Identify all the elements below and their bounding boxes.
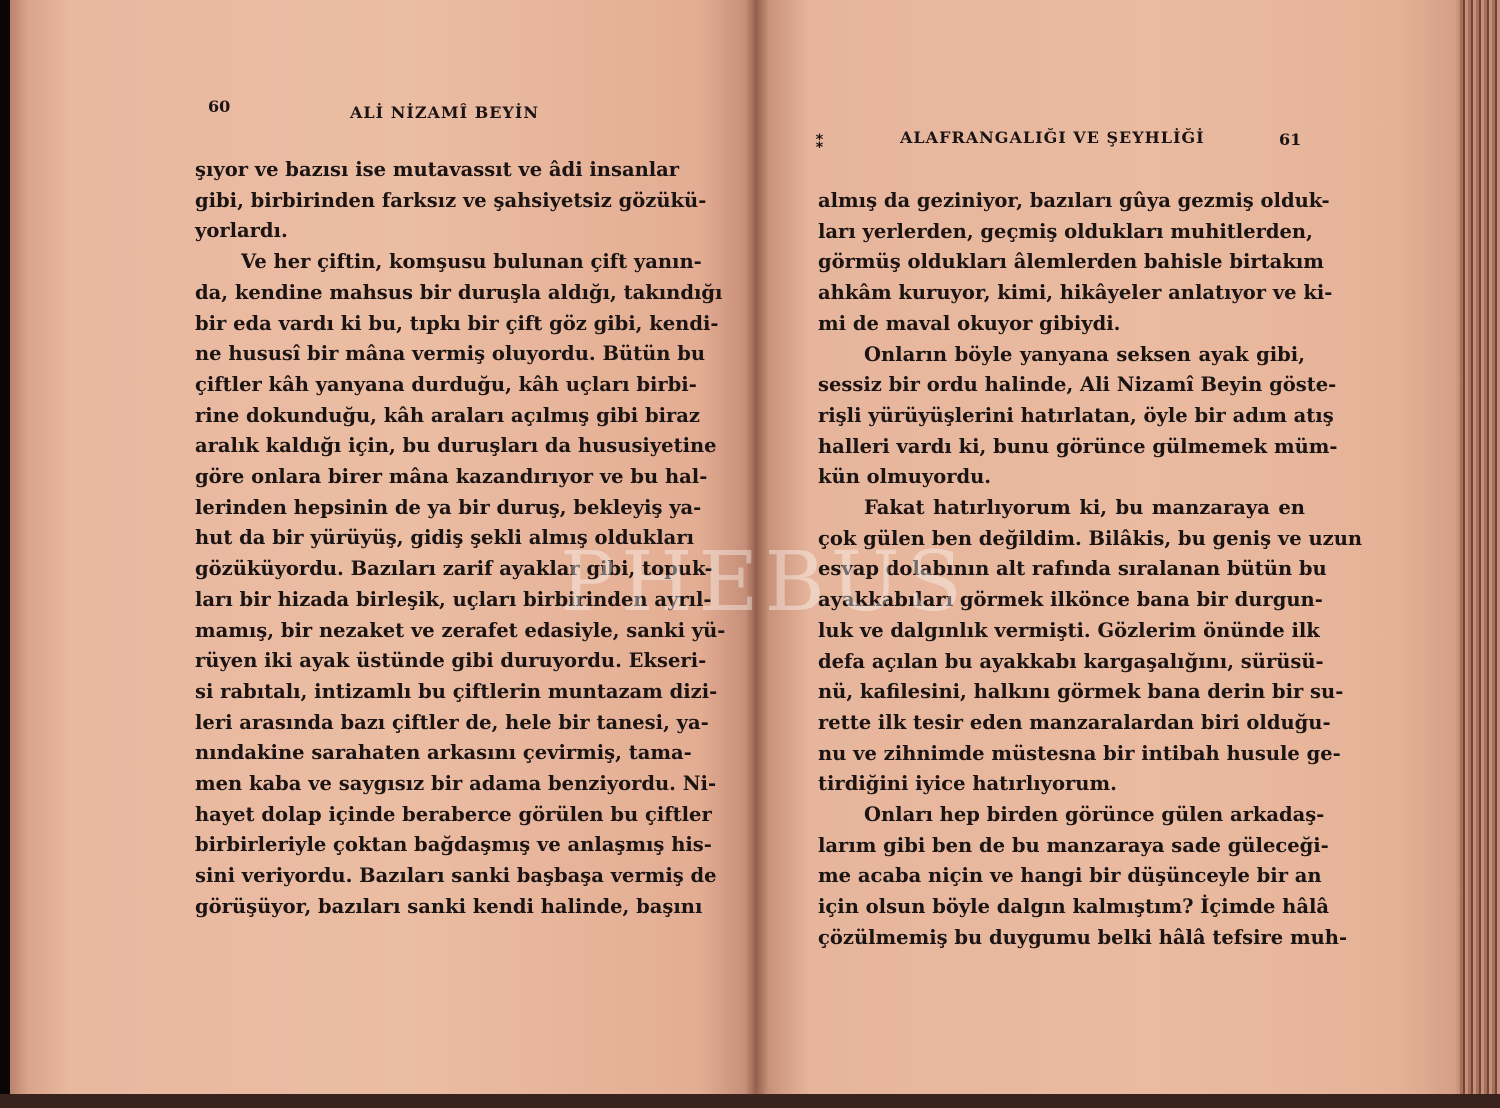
margin-mark-icon: ⁑ — [815, 132, 825, 153]
text-line: men kaba ve saygısız bir adama benziyordu. Ni- — [195, 772, 717, 796]
text-line: mamış, bir nezaket ve zerafet edasiyle, sanki yü- — [195, 618, 726, 642]
right-running-header: ALAFRANGALIĞI VE ŞEYHLİĞİ — [900, 128, 1205, 147]
text-line: yorlardı. — [195, 219, 288, 243]
text-line: nındakine sarahaten arkasını çevirmiş, tama- — [195, 741, 692, 765]
text-line: luk ve dalgınlık vermişti. Gözlerim önünde ilk — [818, 618, 1320, 642]
text-line: görmüş oldukları âlemlerden bahisle birtakım — [818, 250, 1324, 274]
text-line: me acaba niçin ve hangi bir düşünceyle bir an — [818, 864, 1322, 888]
text-line: ayakkabıları görmek ilkönce bana bir durgun- — [818, 588, 1323, 612]
text-line: Ve her çiftin, komşusu bulunan çift yanın- — [241, 250, 702, 274]
text-line: nü, kafilesini, halkını görmek bana derin bir su- — [818, 680, 1344, 704]
text-line: çiftler kâh yanyana durduğu, kâh uçları birbi- — [195, 372, 697, 396]
text-line: bir eda vardı ki bu, tıpkı bir çift göz gibi, kendi- — [195, 311, 719, 335]
text-line: esvap dolabının alt rafında sıralanan bütün bu — [818, 557, 1327, 581]
text-line: ları yerlerden, geçmiş oldukları muhitlerden, — [818, 219, 1313, 243]
left-running-header: ALİ NİZAMÎ BEYİN — [350, 103, 539, 122]
text-line: leri arasında bazı çiftler de, hele bir tanesi, ya- — [195, 710, 709, 734]
book-bottom-edge — [0, 1094, 1500, 1108]
text-line: defa açılan bu ayakkabı kargaşalığını, sürüsü- — [818, 649, 1324, 673]
text-line: Onların böyle yanyana seksen ayak gibi, — [864, 342, 1305, 366]
watermark: PHEBUS — [560, 535, 969, 630]
text-line: gözüküyordu. Bazıları zarif ayaklar gibi, topuk- — [195, 557, 713, 581]
text-line: Onları hep birden görünce gülen arkadaş- — [864, 803, 1325, 827]
text-line: kün olmuyordu. — [818, 465, 992, 489]
text-line: almış da geziniyor, bazıları gûya gezmiş olduk- — [818, 189, 1330, 212]
text-line: mi de maval okuyor gibiydi. — [818, 311, 1121, 335]
left-page-number: 60 — [208, 97, 231, 116]
text-line: nu ve zihnimde müstesna bir intibah husule ge- — [818, 741, 1341, 765]
text-line: rişli yürüyüşlerini hatırlatan, öyle bir adım atış — [818, 403, 1334, 427]
text-line: ları bir hizada birleşik, uçları birbirinden ayrıl- — [195, 587, 712, 611]
right-page-number: 61 — [1279, 130, 1302, 149]
text-line: hut da bir yürüyüş, gidiş şekli almış oldukları — [195, 526, 695, 550]
text-line: gibi, birbirinden farksız ve şahsiyetsiz gözükü- — [195, 188, 707, 212]
text-line: şıyor ve bazısı ise mutavassıt ve âdi insanlar — [195, 158, 680, 181]
text-line: rüyen iki ayak üstünde gibi duruyordu. Ekseri- — [195, 649, 707, 673]
text-line: larım gibi ben de bu manzaraya sade güleceği- — [818, 833, 1329, 857]
text-line: hayet dolap içinde beraberce görülen bu çiftler — [195, 802, 712, 826]
text-line: si rabıtalı, intizamlı bu çiftlerin muntazam dizi- — [195, 679, 718, 703]
text-line: aralık kaldığı için, bu duruşları da hususiyetine — [195, 434, 717, 458]
text-line: ne hususî bir mâna vermiş oluyordu. Bütün bu — [195, 342, 706, 366]
text-line: sessiz bir ordu halinde, Ali Nizamî Beyin göste- — [818, 373, 1337, 397]
text-line: ahkâm kuruyor, kimi, hikâyeler anlatıyor ve ki- — [818, 281, 1333, 305]
text-line: göre onlara birer mâna kazandırıyor ve bu hal- — [195, 465, 708, 489]
text-line: rette ilk tesir eden manzaralardan biri olduğu- — [818, 710, 1331, 734]
text-line: sini veriyordu. Bazıları sanki başbaşa vermiş de — [195, 864, 717, 888]
text-line: tirdiğini iyice hatırlıyorum. — [818, 772, 1117, 796]
text-line: Fakat hatırlıyorum ki, bu manzaraya en — [864, 496, 1305, 520]
page-edges — [1460, 0, 1500, 1108]
text-line: rine dokunduğu, kâh araları açılmış gibi biraz — [195, 403, 700, 427]
text-line: çözülmemiş bu duygumu belki hâlâ tefsire muh- — [818, 925, 1348, 949]
text-line: birbirleriyle çoktan bağdaşmış ve anlaşmış his- — [195, 833, 712, 857]
text-line: için olsun böyle dalgın kalmıştım? İçimde hâlâ — [818, 895, 1330, 919]
text-line: halleri vardı ki, bunu görünce gülmemek müm- — [818, 434, 1338, 458]
text-line: da, kendine mahsus bir duruşla aldığı, takındığı — [195, 280, 723, 304]
text-line: görüşüyor, bazıları sanki kendi halinde, başını — [195, 894, 703, 918]
text-line: lerinden hepsinin de ya bir duruş, bekleyiş ya- — [195, 495, 702, 519]
text-line: çok gülen ben değildim. Bilâkis, bu geniş ve uzun — [818, 526, 1363, 550]
